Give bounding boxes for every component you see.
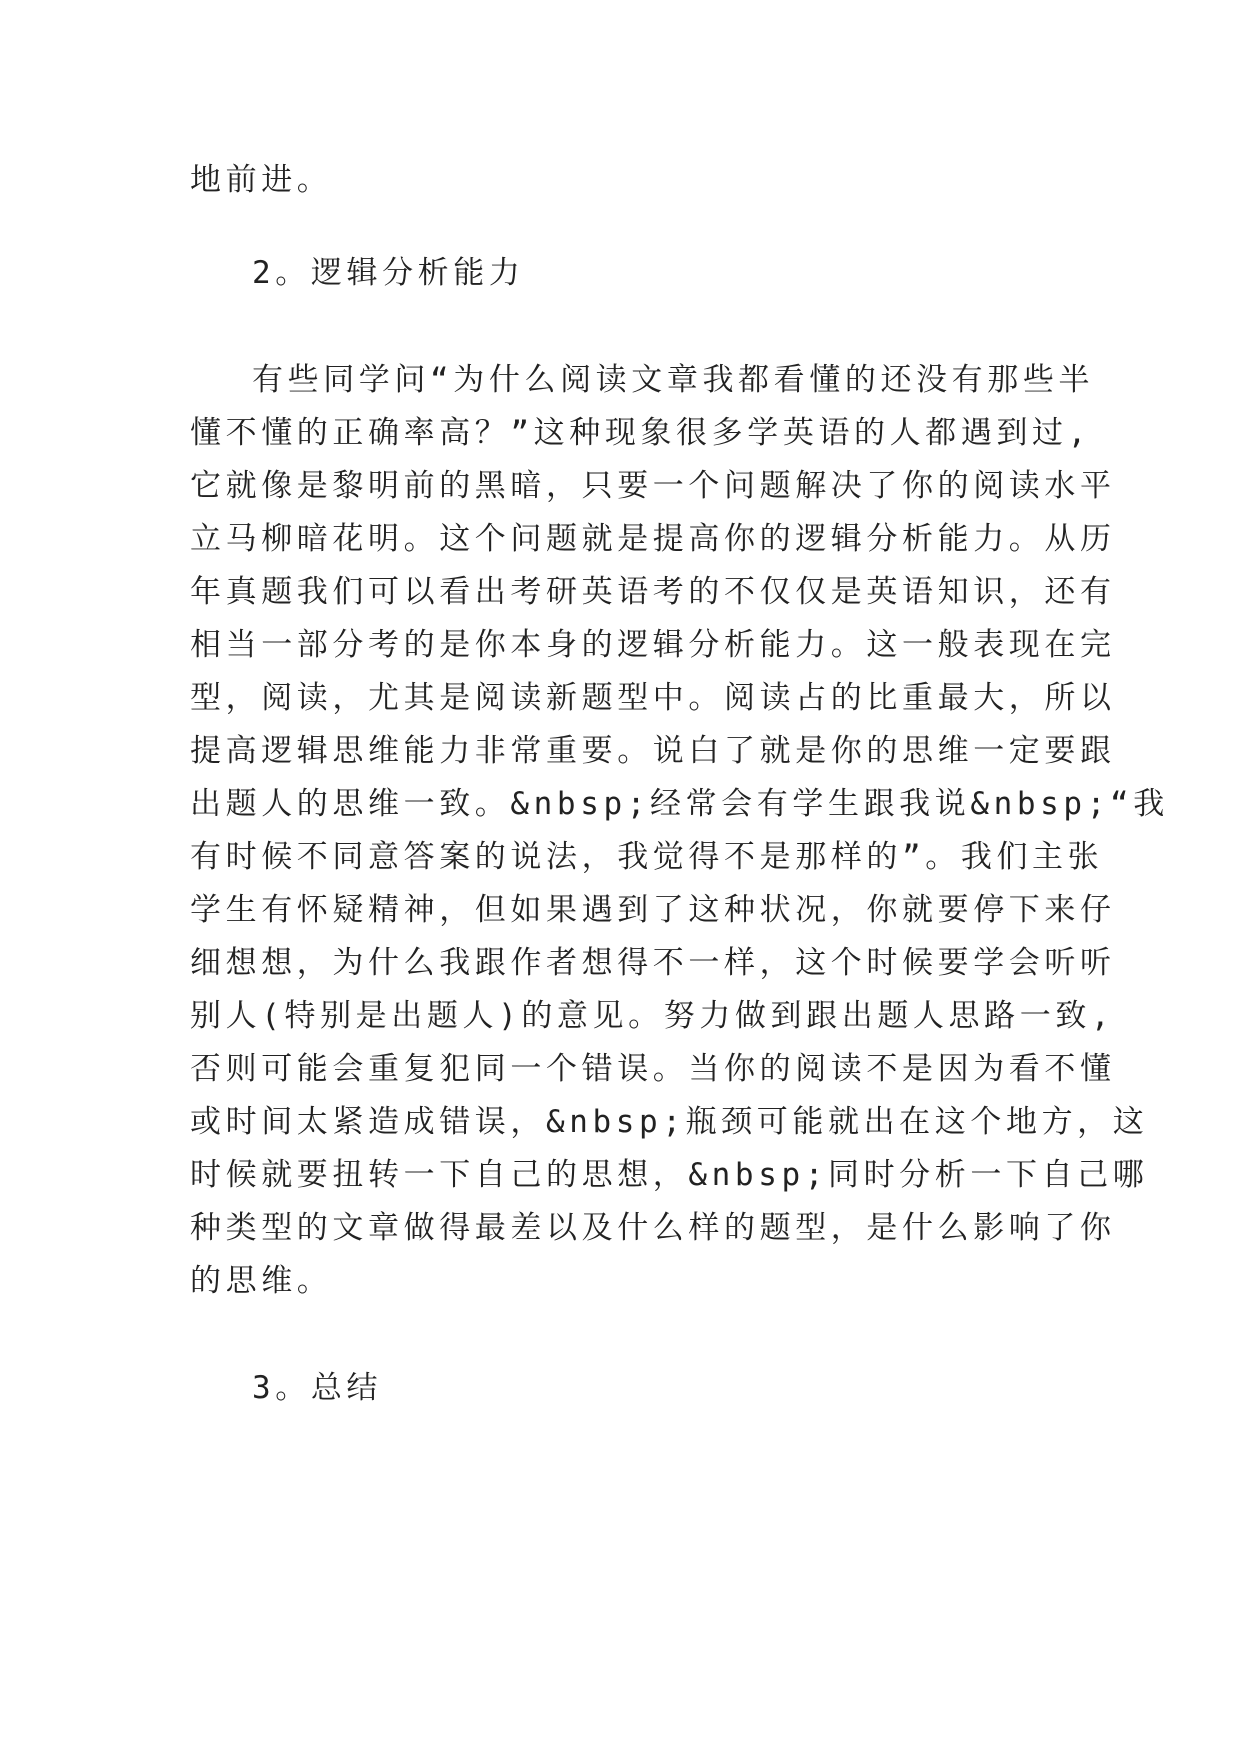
paragraph-line: 有些同学问“为什么阅读文章我都看懂的还没有那些半 bbox=[252, 362, 1095, 398]
paragraph-line: 懂不懂的正确率高？”这种现象很多学英语的人都遇到过, bbox=[190, 415, 1091, 451]
paragraph-line: 或时间太紧造成错误，&nbsp;瓶颈可能就出在这个地方，这 bbox=[190, 1104, 1149, 1140]
paragraph-line: 立马柳暗花明。这个问题就是提高你的逻辑分析能力。从历 bbox=[190, 521, 1116, 557]
section-3-heading: 3。总结 bbox=[252, 1370, 383, 1406]
paragraph-line: 出题人的思维一致。&nbsp;经常会有学生跟我说&nbsp;“我 bbox=[190, 786, 1169, 822]
paragraph-line: 它就像是黎明前的黑暗，只要一个问题解决了你的阅读水平 bbox=[190, 468, 1116, 504]
paragraph-line: 的思维。 bbox=[190, 1263, 333, 1299]
paragraph-line: 时候就要扭转一下自己的思想，&nbsp;同时分析一下自己哪 bbox=[190, 1157, 1149, 1193]
paragraph-line: 有时候不同意答案的说法，我觉得不是那样的”。我们主张 bbox=[190, 839, 1104, 875]
paragraph-line: 种类型的文章做得最差以及什么样的题型，是什么影响了你 bbox=[190, 1210, 1116, 1246]
paragraph-line: 提高逻辑思维能力非常重要。说白了就是你的思维一定要跟 bbox=[190, 733, 1116, 769]
paragraph-line: 学生有怀疑精神，但如果遇到了这种状况，你就要停下来仔 bbox=[190, 892, 1116, 928]
paragraph-line: 细想想，为什么我跟作者想得不一样，这个时候要学会听听 bbox=[190, 945, 1116, 981]
continuation-line: 地前进。 bbox=[190, 162, 333, 198]
section-2-heading: 2。逻辑分析能力 bbox=[252, 255, 525, 291]
paragraph-line: 别人(特别是出题人)的意见。努力做到跟出题人思路一致, bbox=[190, 998, 1115, 1034]
paragraph-line: 型，阅读，尤其是阅读新题型中。阅读占的比重最大，所以 bbox=[190, 680, 1116, 716]
paragraph-line: 相当一部分考的是你本身的逻辑分析能力。这一般表现在完 bbox=[190, 627, 1116, 663]
paragraph-line: 年真题我们可以看出考研英语考的不仅仅是英语知识，还有 bbox=[190, 574, 1116, 610]
paragraph-line: 否则可能会重复犯同一个错误。当你的阅读不是因为看不懂 bbox=[190, 1051, 1116, 1087]
